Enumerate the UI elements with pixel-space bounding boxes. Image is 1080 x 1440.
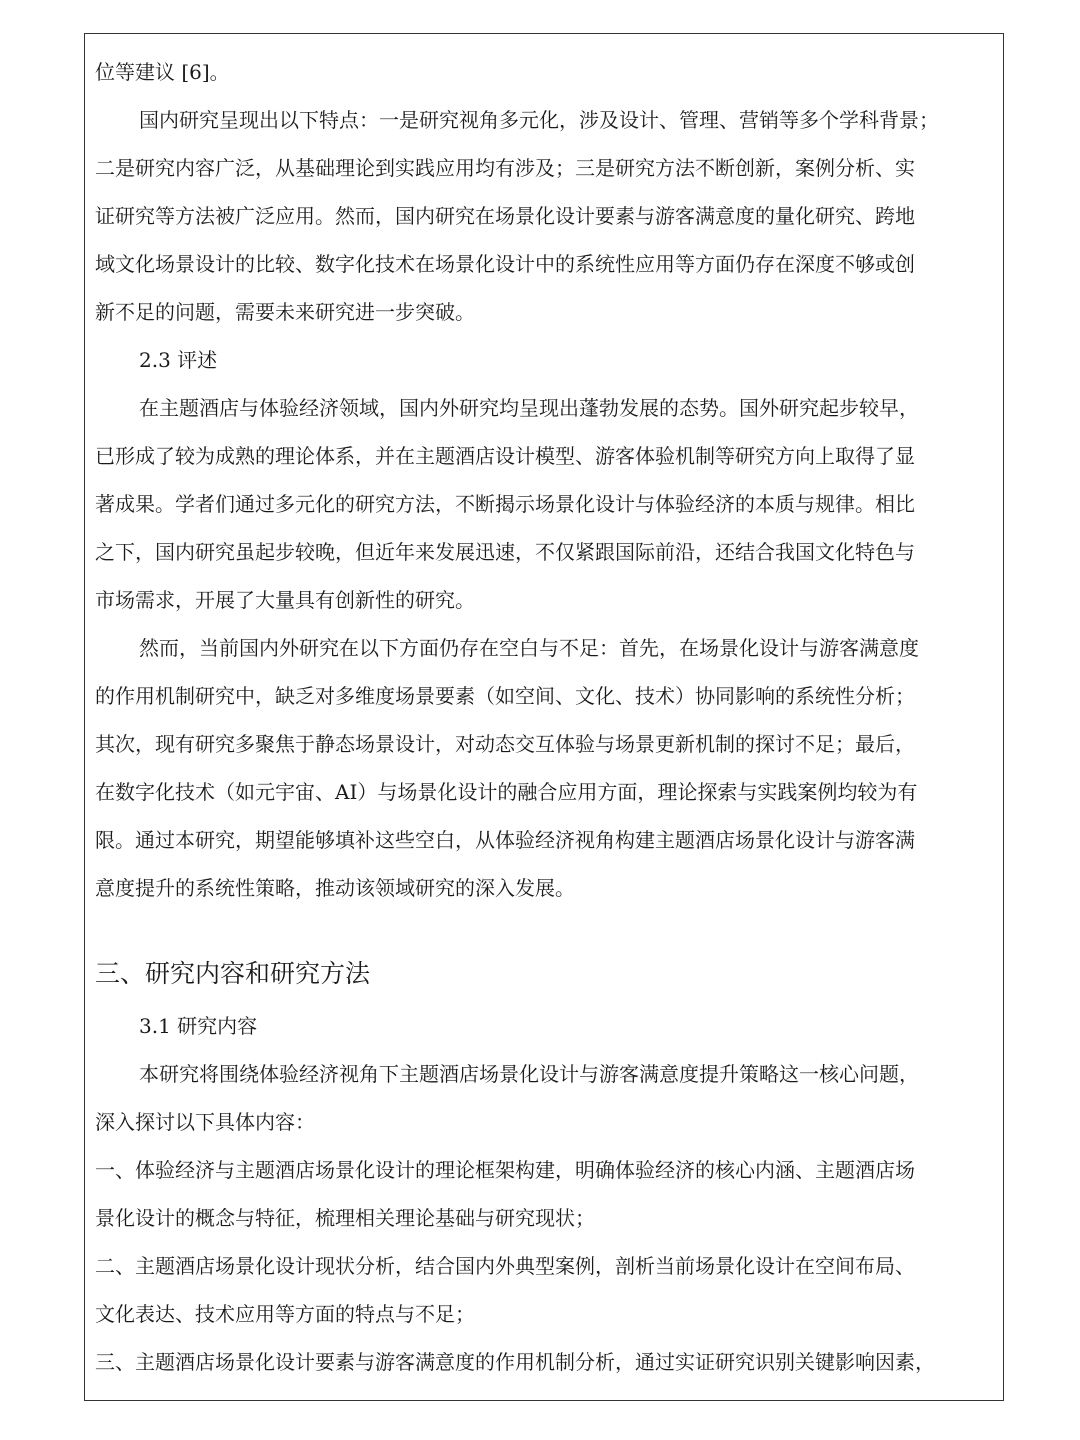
text-line: 二是研究内容广泛，从基础理论到实践应用均有涉及；三是研究方法不断创新，案例分析、实 <box>95 156 915 180</box>
text-line: 文化表达、技术应用等方面的特点与不足； <box>95 1302 475 1326</box>
document-content <box>95 48 989 1386</box>
list-item-3 <box>95 1338 989 1386</box>
text-line: 新不足的问题，需要未来研究进一步突破。 <box>95 300 475 324</box>
text-line: 之下，国内研究虽起步较晚，但近年来发展迅速，不仅紧跟国际前沿，还结合我国文化特色与 <box>95 540 915 564</box>
text-line: 二、主题酒店场景化设计现状分析，结合国内外典型案例，剖析当前场景化设计在空间布局、 <box>95 1254 915 1278</box>
text-line: 意度提升的系统性策略，推动该领域研究的深入发展。 <box>95 876 575 900</box>
spacer <box>95 912 989 946</box>
text-line: 位等建议 [6]。 <box>95 60 230 84</box>
paragraph-intro <box>95 1050 989 1146</box>
text-line: 的作用机制研究中，缺乏对多维度场景要素（如空间、文化、技术）协同影响的系统性分析； <box>95 684 915 708</box>
text-line: 已形成了较为成熟的理论体系，并在主题酒店设计模型、游客体验机制等研究方向上取得了显 <box>95 444 915 468</box>
document-frame <box>84 33 1004 1401</box>
text-line: 在数字化技术（如元宇宙、AI）与场景化设计的融合应用方面，理论探索与实践案例均较为有 <box>95 780 918 804</box>
text-line: 一、体验经济与主题酒店场景化设计的理论框架构建，明确体验经济的核心内涵、主题酒店场 <box>95 1158 915 1182</box>
paragraph-review-2 <box>95 624 989 912</box>
text-line: 域文化场景设计的比较、数字化技术在场景化设计中的系统性应用等方面仍存在深度不够或创 <box>95 252 915 276</box>
text-line: 著成果。学者们通过多元化的研究方法，不断揭示场景化设计与体验经济的本质与规律。相比 <box>95 492 915 516</box>
text-line: 市场需求，开展了大量具有创新性的研究。 <box>95 588 475 612</box>
text-line: 然而，当前国内外研究在以下方面仍存在空白与不足：首先，在场景化设计与游客满意度 <box>139 636 919 660</box>
subheading-review: 2.3 评述 <box>139 348 218 372</box>
subheading-research-content: 3.1 研究内容 <box>139 1014 258 1038</box>
text-line: 国内研究呈现出以下特点：一是研究视角多元化，涉及设计、管理、营销等多个学科背景； <box>139 108 939 132</box>
text-line: 限。通过本研究，期望能够填补这些空白，从体验经济视角构建主题酒店场景化设计与游客满 <box>95 828 915 852</box>
list-item-1 <box>95 1146 989 1242</box>
text-line: 其次，现有研究多聚焦于静态场景设计，对动态交互体验与场景更新机制的探讨不足；最后， <box>95 732 915 756</box>
text-line: 三、主题酒店场景化设计要素与游客满意度的作用机制分析，通过实证研究识别关键影响因素， <box>95 1350 935 1374</box>
text-line: 景化设计的概念与特征，梳理相关理论基础与研究现状； <box>95 1206 595 1230</box>
text-line: 深入探讨以下具体内容： <box>95 1110 315 1134</box>
text-line: 证研究等方法被广泛应用。然而，国内研究在场景化设计要素与游客满意度的量化研究、跨地 <box>95 204 915 228</box>
section-title: 三、研究内容和研究方法 <box>95 959 371 988</box>
paragraph-review-1 <box>95 384 989 624</box>
list-item-2 <box>95 1242 989 1338</box>
text-line: 本研究将围绕体验经济视角下主题酒店场景化设计与游客满意度提升策略这一核心问题， <box>139 1062 919 1086</box>
paragraph-domestic-features <box>95 96 989 336</box>
text-line: 在主题酒店与体验经济领域，国内外研究均呈现出蓬勃发展的态势。国外研究起步较早， <box>139 396 919 420</box>
